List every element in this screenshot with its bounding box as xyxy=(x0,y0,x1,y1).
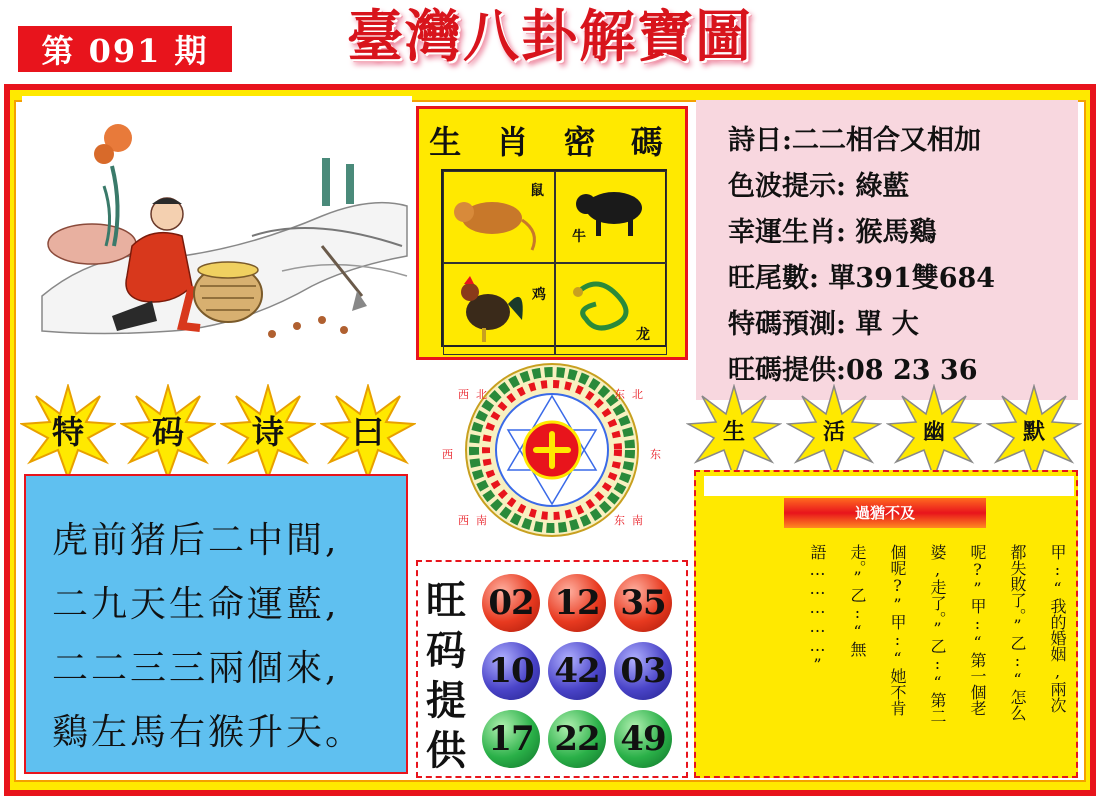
poem-star-1 xyxy=(20,384,116,480)
humor-star-1 xyxy=(686,384,782,480)
codes-label-char: 码 xyxy=(426,627,466,674)
special-code-poem xyxy=(24,474,408,774)
joke-column: 走。”乙:“無 xyxy=(848,544,867,657)
zodiac-cell-ox xyxy=(555,171,667,263)
humor-star-2 xyxy=(786,384,882,480)
zodiac-title: 生 肖 密 碼 xyxy=(429,123,675,161)
wheel-dir-label: 东 xyxy=(614,388,625,401)
hot-codes-box xyxy=(416,560,688,778)
info-poem: 詩日:二二相合又相加 xyxy=(728,125,981,156)
zodiac-cell-dragon xyxy=(555,263,667,355)
joke-top-strip xyxy=(704,476,1074,496)
code-ball: 12 xyxy=(548,574,606,632)
wheel-dir-label: 南 xyxy=(476,514,487,527)
code-ball: 02 xyxy=(482,574,540,632)
poem-star-char: 曰 xyxy=(351,413,384,451)
code-ball: 49 xyxy=(614,710,672,768)
humor-joke-box xyxy=(694,470,1078,778)
humor-star-3 xyxy=(886,384,982,480)
codes-label-char: 旺 xyxy=(426,577,466,624)
code-ball: 10 xyxy=(482,642,540,700)
info-tail-numbers: 旺尾數: 單391雙684 xyxy=(728,263,996,294)
poem-line-3: 二二三三兩個來, xyxy=(52,648,340,689)
zodiac-code-box xyxy=(416,106,688,360)
poem-star-4 xyxy=(320,384,416,480)
humor-star-char: 活 xyxy=(822,419,845,445)
joke-column: 都失敗了。”乙:“怎么 xyxy=(1008,544,1027,721)
poem-star-char: 码 xyxy=(151,413,184,451)
poem-stars xyxy=(20,384,420,480)
humor-star-4 xyxy=(986,384,1082,480)
humor-stars xyxy=(686,384,1086,480)
joke-column: 個呢?”甲:“她不肯 xyxy=(888,544,907,716)
joke-column: 婆,走了。”乙:“第二 xyxy=(928,544,947,724)
info-color-wave: 色波提示: 綠藍 xyxy=(728,171,910,202)
poem-star-char: 特 xyxy=(51,413,84,451)
wheel-dir-label: 北 xyxy=(632,388,643,401)
issue-number: 第 091 期 xyxy=(18,26,232,72)
zodiac-cell-rat xyxy=(443,171,555,263)
code-ball: 42 xyxy=(548,642,606,700)
codes-label-char: 供 xyxy=(426,727,466,774)
wheel-dir-label: 东 xyxy=(614,514,625,527)
zodiac-label-rooster: 鸡 xyxy=(532,287,546,303)
poem-line-2: 二九天生命運藍, xyxy=(52,584,340,625)
info-hot-codes: 旺碼提供:08 23 36 xyxy=(728,355,978,386)
zodiac-cell-rooster xyxy=(443,263,555,355)
wheel-dir-label: 西 xyxy=(458,514,469,527)
poem-line-1: 虎前猪后二中間, xyxy=(52,520,340,561)
humor-star-char: 幽 xyxy=(922,419,945,445)
code-ball: 03 xyxy=(614,642,672,700)
rooster-icon xyxy=(444,264,554,350)
poem-line-4: 鷄左馬右猴升天。 xyxy=(52,712,365,753)
joke-column: 甲:“我的婚姻,兩次 xyxy=(1048,544,1067,713)
codes-label xyxy=(424,576,468,776)
poem-star-char: 诗 xyxy=(251,413,284,451)
code-ball: 35 xyxy=(614,574,672,632)
zodiac-grid xyxy=(441,169,667,347)
codes-label-char: 提 xyxy=(426,677,466,724)
poem-star-3 xyxy=(220,384,316,480)
bagua-wheel xyxy=(436,360,668,540)
code-ball: 17 xyxy=(482,710,540,768)
code-ball: 22 xyxy=(548,710,606,768)
zodiac-label-ox: 牛 xyxy=(572,229,586,245)
prediction-info-box xyxy=(696,100,1078,400)
info-lucky-zodiac: 幸運生肖: 猴馬鷄 xyxy=(728,217,937,248)
page-title: 臺灣八卦解寶圖 xyxy=(347,4,753,70)
joke-column: 呢?”甲:“第一個老 xyxy=(968,544,987,716)
joke-title: 過猶不及 xyxy=(784,498,986,528)
farmer-illustration xyxy=(22,96,412,366)
humor-star-char: 生 xyxy=(722,419,745,445)
wheel-dir-label: 北 xyxy=(476,388,487,401)
wheel-dir-label: 西 xyxy=(442,448,453,461)
zodiac-label-dragon: 龙 xyxy=(636,327,650,343)
wheel-dir-label: 西 xyxy=(458,388,469,401)
zodiac-label-rat: 鼠 xyxy=(530,183,544,199)
info-special-prediction: 特碼預測: 單 大 xyxy=(728,309,919,340)
joke-column: 語……………” xyxy=(808,544,827,674)
poem-star-2 xyxy=(120,384,216,480)
wheel-dir-label: 东 xyxy=(650,448,661,461)
wheel-dir-label: 南 xyxy=(632,514,643,527)
humor-star-char: 默 xyxy=(1022,419,1045,445)
